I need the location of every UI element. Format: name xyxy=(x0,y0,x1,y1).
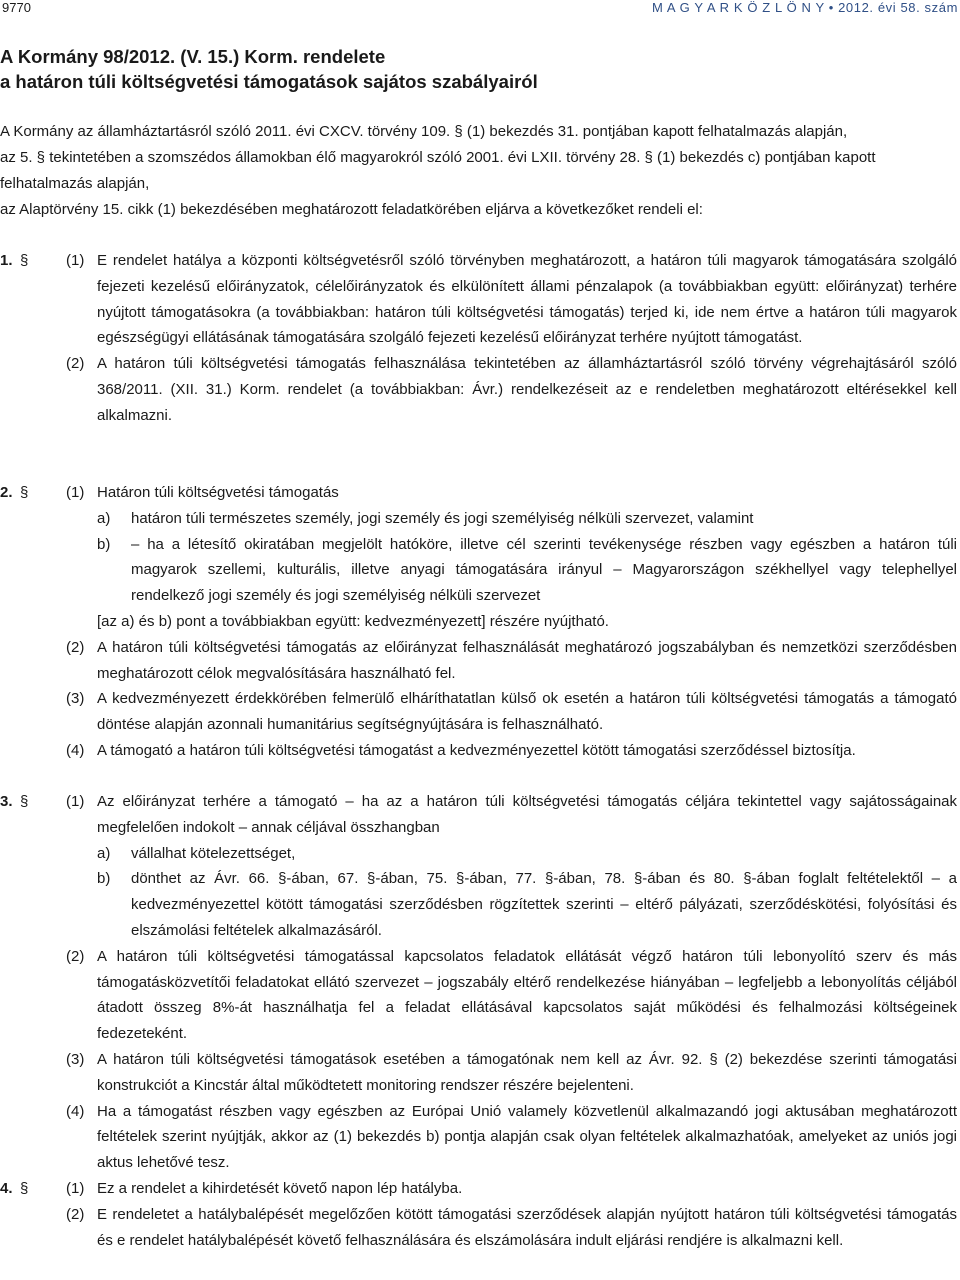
point-text: határon túli természetes személy, jogi személy és jogi személyiség nélküli szervezet, valamint xyxy=(131,509,754,527)
preamble-line: az 5. § tekintetében a szomszédos államokban élő magyarokról szóló 2001. évi LXII. törvény 28. § (1) bekezdés c) pontjában kapott xyxy=(0,149,876,166)
paragraph-number: (1) xyxy=(66,484,85,501)
section-number: 4. xyxy=(0,1180,13,1197)
paragraph-text: E rendelet hatálya a központi költségvetésről szóló törvényben meghatározott, a határon túli magyarok támogatására szolgáló fejezeti kezelésű előirányzatok, célelőirányzatok és elkülönített állami pénzalapok (a továbbiakban együtt: előirányzat) terhére nyújtott támogatásokra (a továbbiakban: határon túli költségvetési támogatás) terjed ki, ide nem értve a határon túli magyarok egészségügyi ellátásának támogatására szolgáló fejezeti kezelésű előirányzat terhére nyújtott támogatást. xyxy=(97,252,957,347)
page-number: 9770 xyxy=(2,0,31,15)
paragraph-number: (2) xyxy=(66,1205,85,1223)
paragraph xyxy=(67,1099,960,1176)
section-2 xyxy=(0,480,960,764)
list-item xyxy=(97,841,960,867)
preamble-line: felhatalmazás alapján, xyxy=(0,175,150,192)
section-number: 1. xyxy=(0,252,13,269)
section-sign: § xyxy=(20,252,29,269)
list-item xyxy=(97,532,960,609)
preamble-line: az Alaptörvény 15. cikk (1) bekezdésében meghatározott feladatkörében eljárva a következőket rendeli el: xyxy=(0,201,703,218)
paragraph xyxy=(67,1047,960,1099)
point-label: b) xyxy=(97,535,111,553)
section-number: 2. xyxy=(0,484,13,501)
section-number: 3. xyxy=(0,793,13,810)
journal-title: M A G Y A R K Ö Z L Ö N Y • 2012. évi 58. szám xyxy=(651,0,958,15)
list-item xyxy=(97,866,960,943)
paragraph xyxy=(67,738,960,764)
paragraph-number: (3) xyxy=(66,1050,85,1068)
paragraph xyxy=(67,789,960,944)
paragraph-number: (3) xyxy=(66,690,85,708)
paragraph xyxy=(67,351,960,428)
paragraph xyxy=(67,1202,960,1254)
section-4 xyxy=(0,1176,960,1253)
paragraph-number: (2) xyxy=(66,947,85,965)
point-label: a) xyxy=(97,509,111,527)
paragraph-text: A határon túli költségvetési támogatás az előirányzat felhasználását meghatározó jogszabályban és nemzetközi szerződésben meghatározott célok megvalósítására használható fel. xyxy=(97,638,957,682)
preamble-line: A Kormány az államháztartásról szóló 2011. évi CXCV. törvény 109. § (1) bekezdés 31. pontjában kapott felhatalmazás alapján, xyxy=(0,123,848,140)
paragraph-text: A határon túli költségvetési támogatás felhasználása tekintetében az államháztartásról szóló törvény végrehajtásáról szóló 368/2011. (XII. 31.) Korm. rendelet (a továbbiakban: Ávr.) rendelkezéseit az e rendeletben meghatározott eltérésekkel kell alkalmazni. xyxy=(97,355,957,424)
paragraph-text: Ha a támogatást részben vagy egészben az Európai Unió valamely közvetlenül alkalmazandó jogi aktusában meghatározott feltételek szerint nyújtják, akkor az (1) bekezdés b) pontja alapján csak olyan feltételek alkalmazhatóak, amelyeket az uniós jogi aktus lehetővé tesz. xyxy=(97,1102,957,1172)
paragraph-number: (2) xyxy=(66,638,85,656)
paragraph xyxy=(67,248,960,351)
paragraph-text: A határon túli költségvetési támogatások esetében a támogatónak nem kell az Ávr. 92. § (2) bekezdése szerinti támogatási konstrukciót a Kincstár által működtetett monitoring rendszer részére bejelenteni. xyxy=(97,1050,957,1094)
paragraph-text: Ez a rendelet a kihirdetését követő napon lép hatályba. xyxy=(97,1180,463,1197)
paragraph-text: A támogató a határon túli költségvetési támogatást a kedvezményezettel kötött támogatási szerződéssel biztosítja. xyxy=(97,741,856,759)
paragraph-closing: [az a) és b) pont a továbbiakban együtt: kedvezményezett] részére nyújtható. xyxy=(97,612,609,630)
point-label: b) xyxy=(97,870,111,888)
paragraph-number: (1) xyxy=(66,252,85,269)
paragraph-number: (1) xyxy=(66,793,85,810)
list-item xyxy=(97,506,960,532)
point-label: a) xyxy=(97,844,111,862)
section-sign: § xyxy=(20,484,29,501)
paragraph-number: (1) xyxy=(66,1180,85,1197)
section-sign: § xyxy=(20,1180,29,1197)
paragraph xyxy=(67,686,960,738)
section-1 xyxy=(0,248,960,429)
point-text: – ha a létesítő okiratában megjelölt hatóköre, illetve cél szerinti tevékenysége részben vagy egészben a határon túli magyarok szellemi, kulturális, illetve anyagi támogatására irányul – Magyarországon székhellyel vagy telephellyel rendelkező jogi személy és jogi személyiség nélküli szervezet xyxy=(131,535,957,605)
paragraph-text: A határon túli költségvetési támogatással kapcsolatos feladatok ellátását végző határon túli lebonyolító szerv és más támogatásközvetítői feladatokat ellátó szervezet – jogszabály eltérő rendelkezése hiányában – legfeljebb a lebonyolítás céljából átadott összeg 8%-át használhatja fel a feladat ellátásával kapcsolatos saját működési és felhalmozási költségeinek fedezeteként. xyxy=(97,947,957,1043)
decree-title xyxy=(0,44,940,94)
point-text: dönthet az Ávr. 66. §-ában, 67. §-ában, 75. §-ában, 77. §-ában, 78. §-ában és 80. §-ában foglalt feltételektől – a kedvezményezettel kötött támogatási szerződésben rögzítettek szerinti – eltérő pályázati, szerződéskötési, folyósítási és elszámolási feltételek alkalmazásáról. xyxy=(131,870,957,939)
decree-title-line-1: A Kormány 98/2012. (V. 15.) Korm. rendelete xyxy=(0,46,386,67)
point-text: vállalhat kötelezettséget, xyxy=(131,844,296,862)
decree-title-line-2: a határon túli költségvetési támogatások sajátos szabályairól xyxy=(0,71,538,92)
point-list xyxy=(97,506,960,609)
paragraph-text: E rendeletet a hatálybalépését megelőzően kötött támogatási szerződések alapján nyújtott határon túli költségvetési támogatás és e rendelet hatálybalépését követő felhasználására és elszámolására indult eljárási rendjére is alkalmazni kell. xyxy=(97,1205,957,1249)
section-3 xyxy=(0,789,960,1176)
paragraph-text: Határon túli költségvetési támogatás xyxy=(97,484,339,501)
paragraph-text: Az előirányzat terhére a támogató – ha az a határon túli költségvetési támogatás céljára tekintettel vagy sajátosságainak megfelelően indokolt – annak céljával összhangban xyxy=(97,793,957,836)
section-sign: § xyxy=(20,793,29,810)
paragraph xyxy=(67,480,960,635)
paragraph xyxy=(67,944,960,1047)
paragraph xyxy=(67,635,960,687)
page-header xyxy=(0,0,960,22)
point-list xyxy=(97,841,960,944)
paragraph-number: (2) xyxy=(66,355,85,373)
paragraph-number: (4) xyxy=(66,1102,85,1120)
paragraph xyxy=(67,1176,960,1202)
preamble xyxy=(0,119,958,223)
paragraph-number: (4) xyxy=(66,741,85,759)
paragraph-text: A kedvezményezett érdekkörében felmerülő elháríthatatlan külső ok esetén a határon túli költségvetési támogatás a támogató döntése alapján azonnali humanitárius segítségnyújtására is felhasználható. xyxy=(97,690,957,734)
